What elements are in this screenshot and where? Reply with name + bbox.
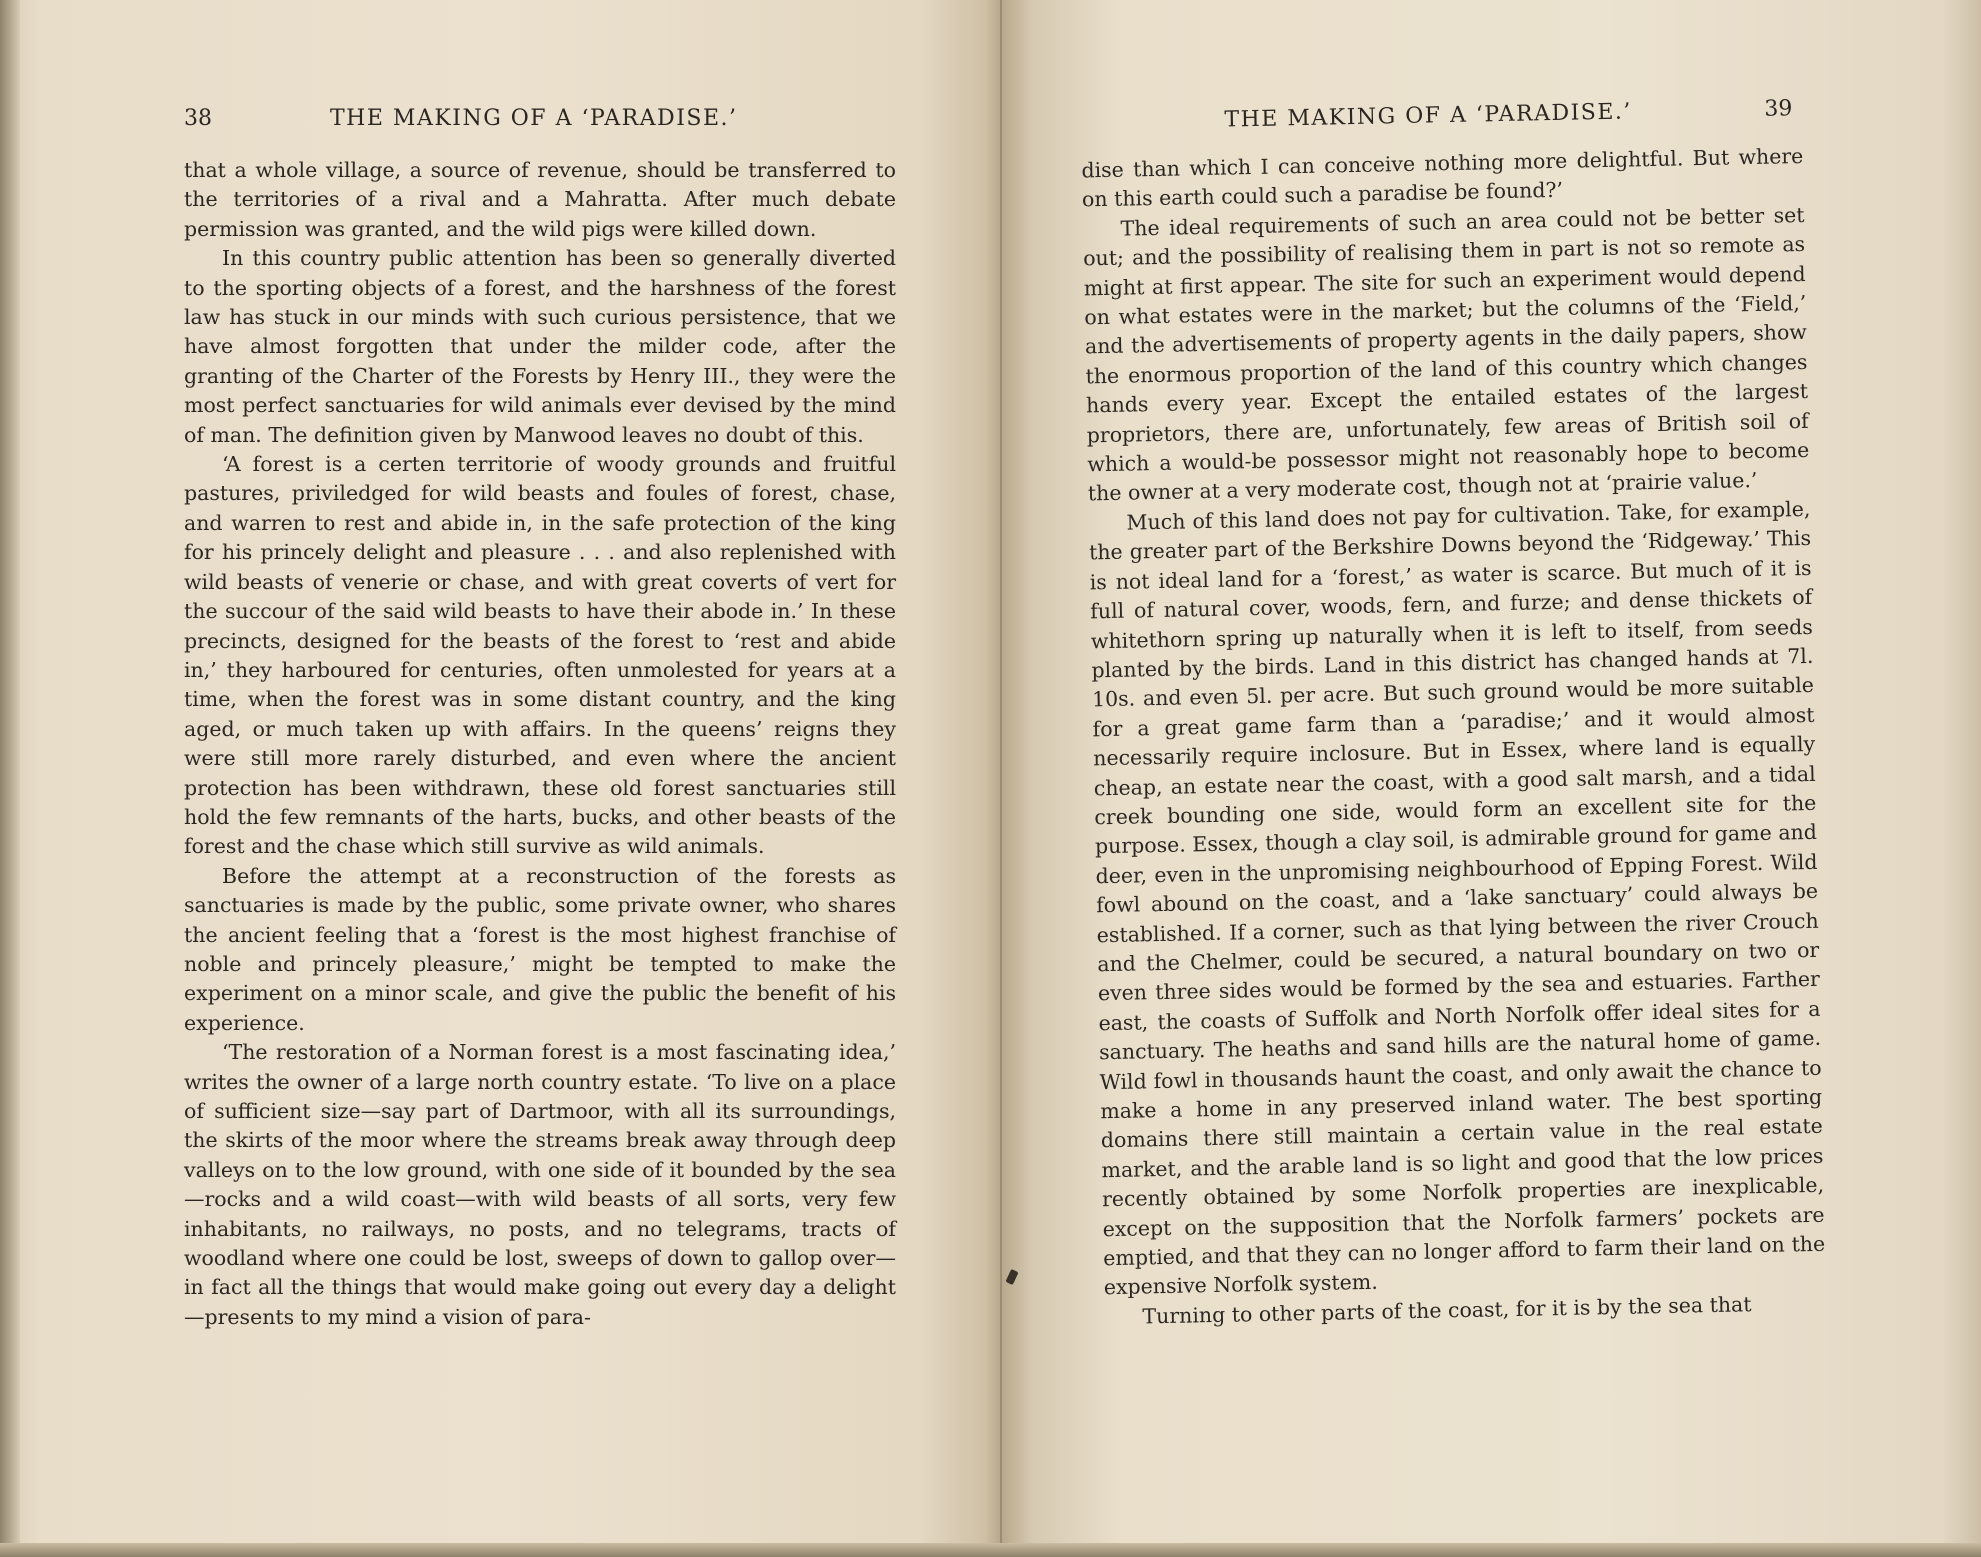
page-edge <box>0 0 20 1557</box>
page-number: 39 <box>1764 96 1793 122</box>
rotated-page-content <box>1002 0 1981 1557</box>
paragraph: Before the attempt at a reconstruction of the forests as sanctuaries is made by the public, some private owner, who shares the ancient feeling that a ‘forest is the most highest franchise of noble and princely pleasure,’ might be tempted to make the experiment on a minor scale, and give the public the benefit of his experience. <box>184 863 896 1035</box>
page-bottom-edge <box>0 1543 1981 1557</box>
body-text <box>1081 142 1826 1333</box>
page-number: 38 <box>184 106 212 131</box>
paragraph: dise than which I can conceive nothing more delightful. But where on this earth could such a paradise be found?’ <box>1081 143 1804 212</box>
running-head: THE MAKING OF A ‘PARADISE.’ <box>1224 99 1633 133</box>
paragraph: The ideal requirements of such an area could not be better set out; and the possibility of realising them in part is not so remote as might at first appear. The site for such an experiment would depend on what estates were in the market; but the columns of the ‘Field,’ and the advertisements of property agents in the daily papers, show the enormous proportion of the land of this country which changes hands every year. Except the entailed estates of the largest proprietors, there are, unfortunately, few areas of British soil of which a would-be possessor might not reasonably hope to become the owner at a very moderate cost, though not at ‘prairie value.’ <box>1082 202 1810 506</box>
binding-thread-mark <box>1005 1269 1018 1285</box>
paragraph: ‘The restoration of a Norman forest is a most fascinating idea,’ writes the owner of a large north country estate. ‘To live on a place of sufficient size—say part of Dartmoor, with all its surroundings, the skirts of the moor where the streams break away through deep valleys on to the low ground, with one side of it bounded by the sea—rocks and a wild coast—with wild beasts of all sorts, very few inhabitants, no railways, no posts, and no telegrams, tracts of woodland where one could be lost, sweeps of down to gallop over—in fact all the things that would make going out every day a delight—presents to my mind a vision of para- <box>184 1040 896 1329</box>
paragraph: Turning to other parts of the coast, for it is by the sea that <box>1142 1292 1752 1329</box>
body-text <box>184 156 896 1332</box>
paragraph: In this country public attention has been so generally diverted to the sporting objects of a forest, and the harshness of the forest law has stuck in our minds with such curious persistence, that we have almost forgotten that under the milder code, after the granting of the Charter of the Forests by Henry III., they were the most perfect sanctuaries for wild animals ever devised by the mind of man. The definition given by Manwood leaves no doubt of this. <box>184 246 896 447</box>
paragraph: that a whole village, a source of revenue, should be transferred to the territories of a rival and a Mahratta. After much debate permission was granted, and the wild pigs were killed down. <box>184 158 896 241</box>
running-head: THE MAKING OF A ‘PARADISE.’ <box>330 106 738 131</box>
paragraph: ‘A forest is a certen territorie of woody grounds and fruitful pastures, priviledged for wild beasts and foules of forest, chase, and warren to rest and abide in, in the safe protection of the king for his princely delight and pleasure . . . and also replenished with wild beasts of venerie or chase, and with great coverts of vert for the succour of the said wild beasts to have their abode in.’ In these precincts, designed for the beasts of the forest to ‘rest and abide in,’ they harboured for centuries, often unmolested for years at a time, when the forest was in some distant country, and the king aged, or much taken up with affairs. In the queens’ reigns they were still more rarely disturbed, and even where the ancient protection has been withdrawn, these old forest sanctuaries still hold the few remnants of the harts, bucks, and other beasts of the forest and the chase which still survive as wild animals. <box>184 452 896 859</box>
right-page <box>1002 0 1981 1557</box>
paragraph: Much of this land does not pay for cultivation. Take, for example, the greater part of the Berkshire Downs beyond the ‘Ridgeway.’ This is not ideal land for a ‘forest,’ as water is scarce. But much of it is full of natural cover, woods, fern, and furze; and dense thickets of whitethorn spring up naturally when it is left to itself, from seeds planted by the birds. Land in this district has changed hands at 7l. 10s. and even 5l. per acre. But such ground would be more suitable for a great game farm than a ‘paradise;’ and it would almost necessarily require inclosure. But in Essex, where land is equally cheap, an estate near the coast, with a good salt marsh, and a tidal creek bounding one side, would form an excellent site for the purpose. Essex, though a clay soil, is admirable ground for game and deer, even in the unpromising neighbourhood of Epping Forest. Wild fowl abound on the coast, and a ‘lake sanctuary’ could always be established. If a corner, such as that lying between the river Crouch and the Chelmer, could be secured, a natural boundary on two or even three sides would be formed by the sea and estuaries. Farther east, the coasts of Suffolk and North Norfolk offer ideal sites for a sanctuary. The heaths and sand hills are the natural home of game. Wild fowl in thousands haunt the coast, and only await the chance to make a home in any preserved inland water. The best sporting domains there still maintain a certain value in the real estate market, and the arable land is so light and good that the low prices recently obtained by some Norfolk properties are inexplicable, except on the supposition that the Norfolk farmers’ pockets are emptied, and that they can no longer afford to farm their land on the expensive Norfolk system. <box>1088 496 1826 1300</box>
